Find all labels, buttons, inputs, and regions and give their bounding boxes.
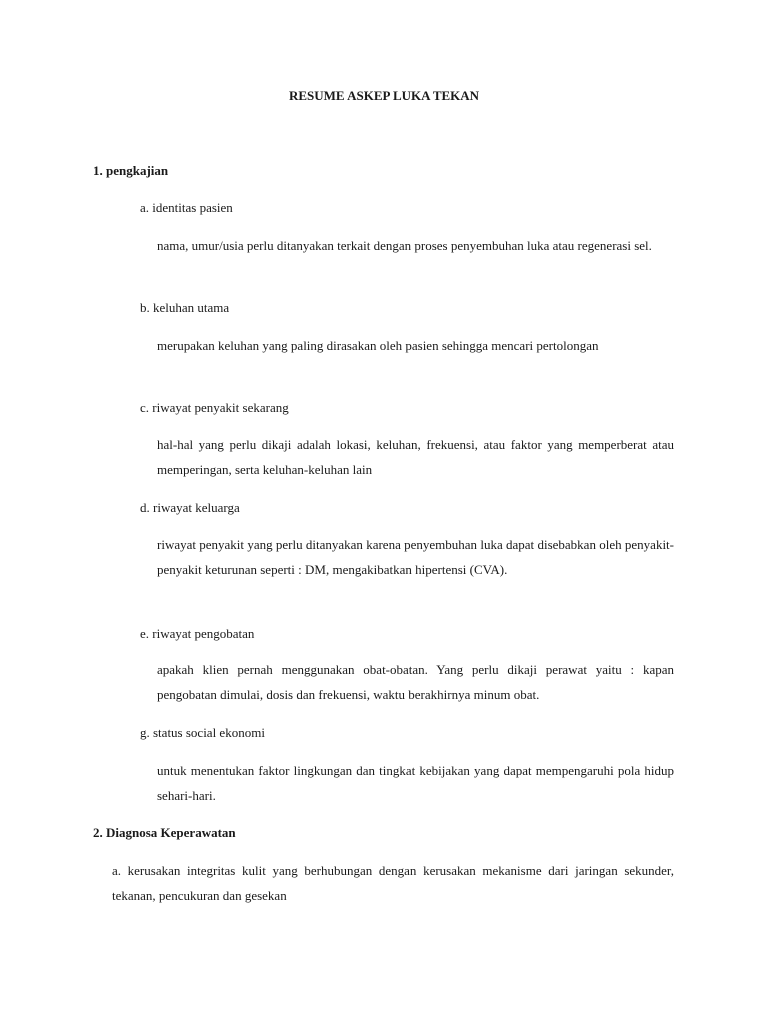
document-title: RESUME ASKEP LUKA TEKAN [288,88,480,103]
item-text-riwayat-keluarga: riwayat penyakit yang perlu ditanyakan karena penyembuhan luka dapat disebabkan oleh penyakit-penyakit keturunan seperti : DM, mengakibatkan hipertensi (CVA). [157,537,674,577]
item-label-riwayat-keluarga: d. riwayat keluarga [140,500,240,515]
item-text-riwayat-sekarang: hal-hal yang perlu dikaji adalah lokasi, keluhan, frekuensi, atau faktor yang memperberat atau memperingan, serta keluhan-keluhan lain [157,437,674,477]
item-text-keluhan: merupakan keluhan yang paling dirasakan oleh pasien sehingga mencari pertolongan [157,338,599,353]
item-label-identitas: a. identitas pasien [140,200,233,215]
section-heading-diagnosa: 2. Diagnosa Keperawatan [93,825,236,840]
item-label-status-sosial: g. status social ekonomi [140,725,265,740]
item-text-status-sosial: untuk menentukan faktor lingkungan dan tingkat kebijakan yang dapat mempengaruhi pola hidup sehari-hari. [157,763,674,803]
item-text-identitas: nama, umur/usia perlu ditanyakan terkait dengan proses penyembuhan luka atau regenerasi sel. [157,238,652,253]
item-text-riwayat-pengobatan: apakah klien pernah menggunakan obat-obatan. Yang perlu dikaji perawat yaitu : kapan pengobatan dimulai, dosis dan frekuensi, waktu berakhirnya minum obat. [157,662,674,702]
section-heading-pengkajian: 1. pengkajian [93,163,169,178]
item-label-keluhan: b. keluhan utama [140,300,230,315]
item-label-riwayat-pengobatan: e. riwayat pengobatan [140,626,255,641]
diagnosis-item-text: a. kerusakan integritas kulit yang berhubungan dengan kerusakan mekanisme dari jaringan sekunder, tekanan, pencukuran dan gesekan [112,863,674,903]
item-label-riwayat-sekarang: c. riwayat penyakit sekarang [140,400,289,415]
